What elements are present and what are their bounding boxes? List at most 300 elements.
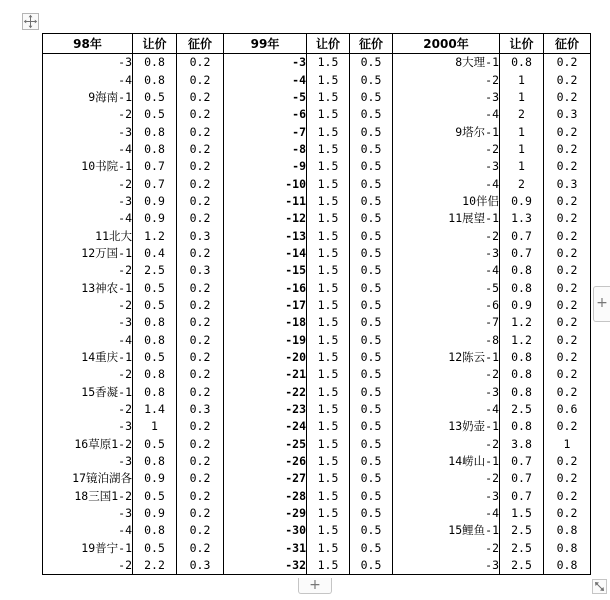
year-99-cell[interactable]: -30 [224,522,307,539]
year-99-cell[interactable]: -11 [224,193,307,210]
rangjia-98-cell[interactable]: 0.5 [133,89,177,106]
zhengjia-2000-cell[interactable]: 0.2 [544,54,591,72]
header-2000[interactable]: 2000年 [393,34,500,54]
rangjia-98-cell[interactable]: 1 [133,418,177,435]
zhengjia-98-cell[interactable]: 0.2 [177,245,224,262]
rangjia-98-cell[interactable]: 0.8 [133,522,177,539]
rangjia-2000-cell[interactable]: 1 [500,141,544,158]
year-98-cell[interactable]: -2 [43,175,133,192]
zhengjia-2000-cell[interactable]: 0.2 [544,349,591,366]
rangjia-2000-cell[interactable]: 0.8 [500,349,544,366]
rangjia-2000-cell[interactable]: 1 [500,123,544,140]
table-row [43,89,591,106]
zhengjia-99-cell[interactable]: 0.5 [350,158,393,175]
add-column-button[interactable] [593,286,610,322]
year-2000-cell[interactable]: -3 [393,488,500,505]
rangjia-98-cell[interactable]: 0.5 [133,297,177,314]
zhengjia-99-cell[interactable]: 0.5 [350,279,393,296]
zhengjia-98-cell[interactable]: 0.2 [177,123,224,140]
rangjia-98-cell[interactable]: 0.8 [133,453,177,470]
year-99-cell[interactable]: -3 [224,54,307,72]
year-99-cell[interactable]: -13 [224,227,307,244]
zhengjia-98-cell[interactable]: 0.2 [177,384,224,401]
year-99-cell[interactable]: -20 [224,349,307,366]
table-row [43,141,591,158]
zhengjia-98-cell[interactable]: 0.2 [177,106,224,123]
year-2000-cell[interactable]: 9塔尔-1 [393,123,500,140]
zhengjia-99-cell[interactable]: 0.5 [350,245,393,262]
rangjia-2000-cell[interactable]: 0.8 [500,384,544,401]
rangjia-98-cell[interactable]: 0.8 [133,71,177,88]
zhengjia-99-cell[interactable]: 0.5 [350,141,393,158]
rangjia-99-cell[interactable]: 1.5 [307,366,350,383]
rangjia-98-cell[interactable]: 0.9 [133,193,177,210]
year-99-cell[interactable]: -21 [224,366,307,383]
zhengjia-98-cell[interactable]: 0.2 [177,488,224,505]
year-2000-cell[interactable]: -4 [393,175,500,192]
year-2000-cell[interactable]: -5 [393,279,500,296]
zhengjia-98-cell[interactable]: 0.2 [177,522,224,539]
year-99-cell[interactable]: -8 [224,141,307,158]
year-2000-cell[interactable]: 10伴侣 [393,193,500,210]
year-98-cell[interactable]: 17镜泊湖各 [43,470,133,487]
rangjia-98-cell[interactable]: 0.5 [133,436,177,453]
year-98-cell[interactable]: -4 [43,210,133,227]
year-2000-cell[interactable]: -4 [393,106,500,123]
table-row [43,106,591,123]
rangjia-99-cell[interactable]: 1.5 [307,141,350,158]
zhengjia-2000-cell[interactable]: 0.2 [544,384,591,401]
zhengjia-2000-cell[interactable]: 0.2 [544,262,591,279]
year-98-cell[interactable]: -3 [43,193,133,210]
zhengjia-2000-cell[interactable]: 0.2 [544,418,591,435]
zhengjia-98-cell[interactable]: 0.3 [177,401,224,418]
add-row-button[interactable] [298,578,332,594]
rangjia-98-cell[interactable]: 0.9 [133,505,177,522]
zhengjia-99-cell[interactable]: 0.5 [350,175,393,192]
rangjia-99-cell[interactable]: 1.5 [307,314,350,331]
zhengjia-99-cell[interactable]: 0.5 [350,71,393,88]
zhengjia-98-cell[interactable]: 0.2 [177,332,224,349]
zhengjia-2000-cell[interactable]: 0.2 [544,141,591,158]
rangjia-98-cell[interactable]: 1.4 [133,401,177,418]
year-98-cell[interactable]: -3 [43,418,133,435]
year-2000-cell[interactable]: -3 [393,158,500,175]
rangjia-2000-cell[interactable]: 1.2 [500,314,544,331]
year-99-cell[interactable]: -17 [224,297,307,314]
rangjia-98-cell[interactable]: 0.7 [133,158,177,175]
rangjia-98-cell[interactable]: 0.5 [133,106,177,123]
zhengjia-2000-cell[interactable]: 0.2 [544,71,591,88]
zhengjia-99-cell[interactable]: 0.5 [350,332,393,349]
year-98-cell[interactable]: -2 [43,106,133,123]
header-99-rangjia[interactable]: 让价 [307,34,350,54]
rangjia-2000-cell[interactable]: 1 [500,71,544,88]
rangjia-2000-cell[interactable]: 0.8 [500,418,544,435]
rangjia-2000-cell[interactable]: 0.7 [500,470,544,487]
rangjia-99-cell[interactable]: 1.5 [307,401,350,418]
year-98-cell[interactable]: 19普宁-1 [43,540,133,557]
zhengjia-2000-cell[interactable]: 0.2 [544,332,591,349]
zhengjia-2000-cell[interactable]: 1 [544,436,591,453]
rangjia-99-cell[interactable]: 1.5 [307,522,350,539]
year-2000-cell[interactable]: -8 [393,332,500,349]
zhengjia-98-cell[interactable]: 0.2 [177,418,224,435]
year-98-cell[interactable]: -4 [43,71,133,88]
year-2000-cell[interactable]: -3 [393,89,500,106]
year-2000-cell[interactable]: -4 [393,505,500,522]
year-98-cell[interactable]: 12万国-1 [43,245,133,262]
rangjia-98-cell[interactable]: 0.8 [133,384,177,401]
rangjia-98-cell[interactable]: 0.5 [133,540,177,557]
header-99[interactable]: 99年 [224,34,307,54]
header-98[interactable]: 98年 [43,34,133,54]
rangjia-99-cell[interactable]: 1.5 [307,89,350,106]
zhengjia-98-cell[interactable]: 0.2 [177,141,224,158]
year-98-cell[interactable]: -2 [43,557,133,575]
year-98-cell[interactable]: -4 [43,141,133,158]
zhengjia-99-cell[interactable]: 0.5 [350,522,393,539]
year-99-cell[interactable]: -23 [224,401,307,418]
year-2000-cell[interactable]: -3 [393,245,500,262]
table-row [43,297,591,314]
zhengjia-99-cell[interactable]: 0.5 [350,384,393,401]
rangjia-2000-cell[interactable]: 2 [500,106,544,123]
rangjia-99-cell[interactable]: 1.5 [307,453,350,470]
year-98-cell[interactable]: 16草原1-2 [43,436,133,453]
zhengjia-2000-cell[interactable]: 0.2 [544,89,591,106]
year-99-cell[interactable]: -28 [224,488,307,505]
year-98-cell[interactable]: -2 [43,366,133,383]
year-98-cell[interactable]: 11北大 [43,227,133,244]
table-row [43,557,591,575]
zhengjia-2000-cell[interactable]: 0.8 [544,557,591,575]
rangjia-2000-cell[interactable]: 1.5 [500,505,544,522]
rangjia-98-cell[interactable]: 0.9 [133,470,177,487]
zhengjia-2000-cell[interactable]: 0.6 [544,401,591,418]
zhengjia-99-cell[interactable]: 0.5 [350,227,393,244]
year-2000-cell[interactable]: -2 [393,227,500,244]
zhengjia-99-cell[interactable]: 0.5 [350,297,393,314]
rangjia-2000-cell[interactable]: 1.3 [500,210,544,227]
year-2000-cell[interactable]: -3 [393,384,500,401]
year-99-cell[interactable]: -27 [224,470,307,487]
year-99-cell[interactable]: -14 [224,245,307,262]
year-99-cell[interactable]: -24 [224,418,307,435]
rangjia-99-cell[interactable]: 1.5 [307,279,350,296]
year-99-cell[interactable]: -6 [224,106,307,123]
rangjia-99-cell[interactable]: 1.5 [307,262,350,279]
zhengjia-98-cell[interactable]: 0.2 [177,470,224,487]
zhengjia-99-cell[interactable]: 0.5 [350,557,393,575]
zhengjia-99-cell[interactable]: 0.5 [350,89,393,106]
table-row [43,262,591,279]
rangjia-99-cell[interactable]: 1.5 [307,418,350,435]
rangjia-2000-cell[interactable]: 0.8 [500,262,544,279]
rangjia-99-cell[interactable]: 1.5 [307,540,350,557]
rangjia-99-cell[interactable]: 1.5 [307,227,350,244]
year-2000-cell[interactable]: 12陈云-1 [393,349,500,366]
rangjia-99-cell[interactable]: 1.5 [307,54,350,72]
rangjia-99-cell[interactable]: 1.5 [307,349,350,366]
rangjia-99-cell[interactable]: 1.5 [307,210,350,227]
resize-arrows-icon [593,580,606,593]
rangjia-99-cell[interactable]: 1.5 [307,158,350,175]
zhengjia-98-cell[interactable]: 0.2 [177,175,224,192]
rangjia-2000-cell[interactable]: 1.2 [500,332,544,349]
year-98-cell[interactable]: -2 [43,297,133,314]
rangjia-98-cell[interactable]: 0.8 [133,366,177,383]
year-2000-cell[interactable]: 11展望-1 [393,210,500,227]
zhengjia-99-cell[interactable]: 0.5 [350,210,393,227]
year-99-cell[interactable]: -15 [224,262,307,279]
zhengjia-98-cell[interactable]: 0.2 [177,436,224,453]
zhengjia-99-cell[interactable]: 0.5 [350,366,393,383]
zhengjia-98-cell[interactable]: 0.2 [177,158,224,175]
rangjia-2000-cell[interactable]: 3.8 [500,436,544,453]
rangjia-98-cell[interactable]: 1.2 [133,227,177,244]
year-98-cell[interactable]: 9海南-1 [43,89,133,106]
zhengjia-98-cell[interactable]: 0.2 [177,366,224,383]
rangjia-98-cell[interactable]: 2.5 [133,262,177,279]
year-98-cell[interactable]: -3 [43,54,133,72]
rangjia-99-cell[interactable]: 1.5 [307,557,350,575]
year-99-cell[interactable]: -9 [224,158,307,175]
zhengjia-99-cell[interactable]: 0.5 [350,436,393,453]
year-98-cell[interactable]: -2 [43,262,133,279]
rangjia-99-cell[interactable]: 1.5 [307,106,350,123]
rangjia-2000-cell[interactable]: 0.9 [500,193,544,210]
zhengjia-98-cell[interactable]: 0.3 [177,557,224,575]
year-99-cell[interactable]: -25 [224,436,307,453]
year-2000-cell[interactable]: -6 [393,297,500,314]
year-99-cell[interactable]: -7 [224,123,307,140]
header-2000-rangjia[interactable]: 让价 [500,34,544,54]
table-row [43,418,591,435]
zhengjia-2000-cell[interactable]: 0.3 [544,106,591,123]
table-row [43,332,591,349]
zhengjia-2000-cell[interactable]: 0.8 [544,522,591,539]
rangjia-98-cell[interactable]: 0.8 [133,123,177,140]
rangjia-98-cell[interactable]: 2.2 [133,557,177,575]
rangjia-2000-cell[interactable]: 0.7 [500,227,544,244]
rangjia-2000-cell[interactable]: 0.7 [500,488,544,505]
year-99-cell[interactable]: -29 [224,505,307,522]
table-row [43,314,591,331]
year-2000-cell[interactable]: 13奶壶-1 [393,418,500,435]
rangjia-2000-cell[interactable]: 2.5 [500,401,544,418]
table-row [43,401,591,418]
rangjia-98-cell[interactable]: 0.7 [133,175,177,192]
table-resize-handle[interactable] [592,579,607,594]
year-99-cell[interactable]: -12 [224,210,307,227]
rangjia-98-cell[interactable]: 0.5 [133,349,177,366]
year-98-cell[interactable]: -3 [43,314,133,331]
zhengjia-98-cell[interactable]: 0.2 [177,210,224,227]
year-99-cell[interactable]: -4 [224,71,307,88]
header-2000-zhengjia[interactable]: 征价 [544,34,591,54]
year-98-cell[interactable]: 10书院-1 [43,158,133,175]
rangjia-2000-cell[interactable]: 2.5 [500,557,544,575]
zhengjia-99-cell[interactable]: 0.5 [350,193,393,210]
header-98-rangjia[interactable]: 让价 [133,34,177,54]
rangjia-98-cell[interactable]: 0.5 [133,488,177,505]
zhengjia-2000-cell[interactable]: 0.2 [544,453,591,470]
rangjia-2000-cell[interactable]: 1 [500,89,544,106]
rangjia-99-cell[interactable]: 1.5 [307,175,350,192]
table-row [43,54,591,72]
table-row [43,210,591,227]
rangjia-2000-cell[interactable]: 2 [500,175,544,192]
zhengjia-99-cell[interactable]: 0.5 [350,505,393,522]
zhengjia-98-cell[interactable]: 0.2 [177,89,224,106]
zhengjia-98-cell[interactable]: 0.2 [177,54,224,72]
zhengjia-2000-cell[interactable]: 0.2 [544,193,591,210]
zhengjia-2000-cell[interactable]: 0.2 [544,158,591,175]
zhengjia-98-cell[interactable]: 0.2 [177,71,224,88]
zhengjia-99-cell[interactable]: 0.5 [350,453,393,470]
zhengjia-2000-cell[interactable]: 0.2 [544,245,591,262]
year-99-cell[interactable]: -5 [224,89,307,106]
zhengjia-2000-cell[interactable]: 0.2 [544,123,591,140]
year-2000-cell[interactable]: -7 [393,314,500,331]
zhengjia-98-cell[interactable]: 0.3 [177,262,224,279]
zhengjia-98-cell[interactable]: 0.2 [177,505,224,522]
year-99-cell[interactable]: -31 [224,540,307,557]
year-98-cell[interactable]: -2 [43,401,133,418]
year-98-cell[interactable]: -3 [43,505,133,522]
year-99-cell[interactable]: -16 [224,279,307,296]
zhengjia-99-cell[interactable]: 0.5 [350,470,393,487]
year-99-cell[interactable]: -26 [224,453,307,470]
year-2000-cell[interactable]: -4 [393,401,500,418]
table-move-handle[interactable] [22,13,39,30]
table-row [43,123,591,140]
zhengjia-98-cell[interactable]: 0.3 [177,227,224,244]
year-99-cell[interactable]: -10 [224,175,307,192]
year-2000-cell[interactable]: -2 [393,141,500,158]
rangjia-99-cell[interactable]: 1.5 [307,436,350,453]
rangjia-99-cell[interactable]: 1.5 [307,384,350,401]
zhengjia-2000-cell[interactable]: 0.2 [544,470,591,487]
rangjia-98-cell[interactable]: 0.8 [133,54,177,72]
rangjia-98-cell[interactable]: 0.8 [133,314,177,331]
zhengjia-99-cell[interactable]: 0.5 [350,54,393,72]
zhengjia-99-cell[interactable]: 0.5 [350,106,393,123]
rangjia-99-cell[interactable]: 1.5 [307,470,350,487]
rangjia-98-cell[interactable]: 0.8 [133,141,177,158]
zhengjia-99-cell[interactable]: 0.5 [350,314,393,331]
table-row [43,488,591,505]
zhengjia-2000-cell[interactable]: 0.2 [544,505,591,522]
year-98-cell[interactable]: -3 [43,453,133,470]
zhengjia-2000-cell[interactable]: 0.2 [544,210,591,227]
year-98-cell[interactable]: 14重庆-1 [43,349,133,366]
zhengjia-2000-cell[interactable]: 0.2 [544,488,591,505]
year-98-cell[interactable]: -3 [43,123,133,140]
zhengjia-2000-cell[interactable]: 0.2 [544,314,591,331]
rangjia-99-cell[interactable]: 1.5 [307,488,350,505]
rangjia-99-cell[interactable]: 1.5 [307,123,350,140]
rangjia-2000-cell[interactable]: 0.9 [500,297,544,314]
zhengjia-99-cell[interactable]: 0.5 [350,401,393,418]
year-99-cell[interactable]: -18 [224,314,307,331]
rangjia-2000-cell[interactable]: 1 [500,158,544,175]
zhengjia-98-cell[interactable]: 0.2 [177,279,224,296]
zhengjia-98-cell[interactable]: 0.2 [177,349,224,366]
rangjia-99-cell[interactable]: 1.5 [307,245,350,262]
rangjia-2000-cell[interactable]: 0.7 [500,453,544,470]
year-2000-cell[interactable]: 14崂山-1 [393,453,500,470]
zhengjia-98-cell[interactable]: 0.2 [177,297,224,314]
year-2000-cell[interactable]: -3 [393,557,500,575]
zhengjia-2000-cell[interactable]: 0.2 [544,227,591,244]
zhengjia-99-cell[interactable]: 0.5 [350,349,393,366]
year-98-cell[interactable]: 18三国1-2 [43,488,133,505]
year-2000-cell[interactable]: -2 [393,470,500,487]
rangjia-99-cell[interactable]: 1.5 [307,297,350,314]
year-2000-cell[interactable]: -2 [393,71,500,88]
year-99-cell[interactable]: -22 [224,384,307,401]
rangjia-98-cell[interactable]: 0.8 [133,332,177,349]
rangjia-99-cell[interactable]: 1.5 [307,193,350,210]
rangjia-98-cell[interactable]: 0.4 [133,245,177,262]
zhengjia-98-cell[interactable]: 0.2 [177,314,224,331]
zhengjia-2000-cell[interactable]: 0.2 [544,297,591,314]
zhengjia-99-cell[interactable]: 0.5 [350,488,393,505]
zhengjia-2000-cell[interactable]: 0.2 [544,279,591,296]
zhengjia-2000-cell[interactable]: 0.3 [544,175,591,192]
year-99-cell[interactable]: -32 [224,557,307,575]
year-98-cell[interactable]: 13神农-1 [43,279,133,296]
table-row [43,71,591,88]
zhengjia-99-cell[interactable]: 0.5 [350,418,393,435]
zhengjia-2000-cell[interactable]: 0.8 [544,540,591,557]
year-2000-cell[interactable]: -4 [393,262,500,279]
rangjia-98-cell[interactable]: 0.9 [133,210,177,227]
header-98-zhengjia[interactable]: 征价 [177,34,224,54]
rangjia-98-cell[interactable]: 0.5 [133,279,177,296]
zhengjia-98-cell[interactable]: 0.2 [177,540,224,557]
zhengjia-99-cell[interactable]: 0.5 [350,540,393,557]
year-2000-cell[interactable]: 15鲤鱼-1 [393,522,500,539]
rangjia-2000-cell[interactable]: 0.8 [500,54,544,72]
rangjia-99-cell[interactable]: 1.5 [307,505,350,522]
header-99-zhengjia[interactable]: 征价 [350,34,393,54]
year-2000-cell[interactable]: -2 [393,436,500,453]
rangjia-99-cell[interactable]: 1.5 [307,332,350,349]
year-98-cell[interactable]: -4 [43,332,133,349]
table-row [43,227,591,244]
year-2000-cell[interactable]: -2 [393,366,500,383]
rangjia-2000-cell[interactable]: 2.5 [500,522,544,539]
year-98-cell[interactable]: 15香凝-1 [43,384,133,401]
year-2000-cell[interactable]: -2 [393,540,500,557]
rangjia-2000-cell[interactable]: 0.8 [500,366,544,383]
zhengjia-99-cell[interactable]: 0.5 [350,262,393,279]
zhengjia-2000-cell[interactable]: 0.2 [544,366,591,383]
year-2000-cell[interactable]: 8大理-1 [393,54,500,72]
rangjia-2000-cell[interactable]: 2.5 [500,540,544,557]
year-99-cell[interactable]: -19 [224,332,307,349]
zhengjia-98-cell[interactable]: 0.2 [177,193,224,210]
zhengjia-98-cell[interactable]: 0.2 [177,453,224,470]
rangjia-2000-cell[interactable]: 0.7 [500,245,544,262]
zhengjia-99-cell[interactable]: 0.5 [350,123,393,140]
rangjia-2000-cell[interactable]: 0.8 [500,279,544,296]
year-98-cell[interactable]: -4 [43,522,133,539]
rangjia-99-cell[interactable]: 1.5 [307,71,350,88]
